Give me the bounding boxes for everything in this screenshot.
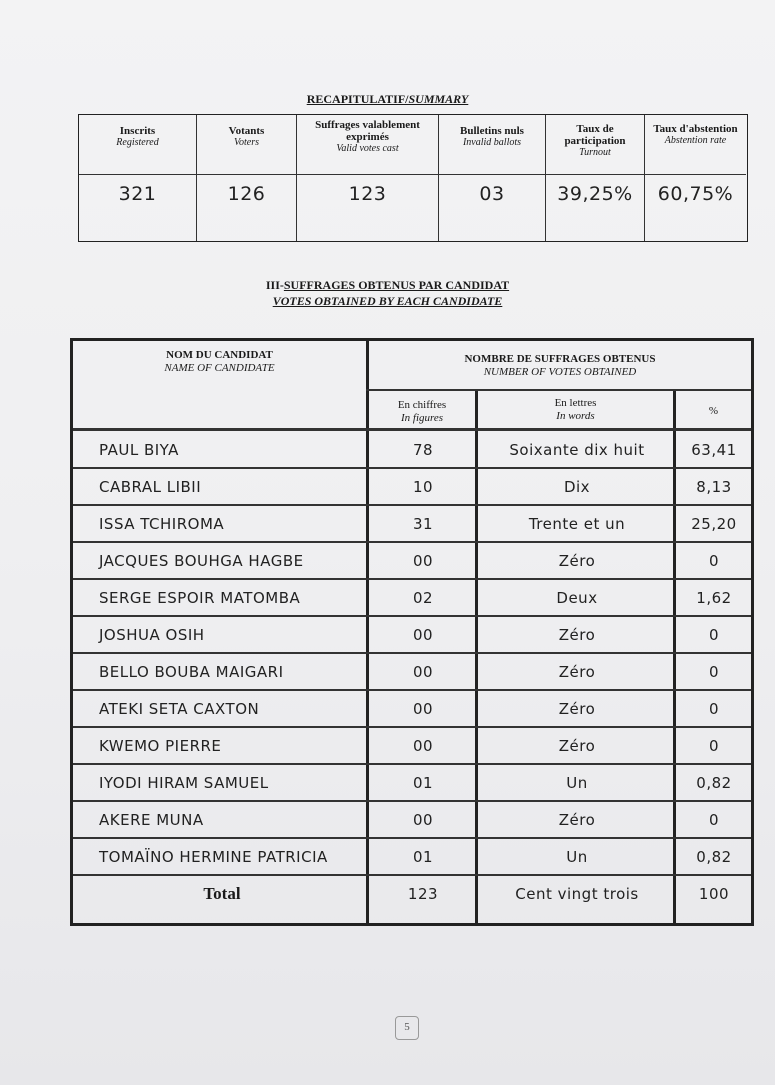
abstention-value: 60,75% [657, 183, 734, 205]
candidate-name: ATEKI SETA CAXTON [99, 699, 260, 718]
candidate-name: BELLO BOUBA MAIGARI [99, 662, 284, 681]
table-row [73, 468, 751, 505]
votes-in-figures: 02 [412, 588, 434, 607]
valid-votes-value: 123 [348, 183, 387, 205]
summary-title: RECAPITULATIF/SUMMARY [306, 92, 469, 106]
candidate-name: SERGE ESPOIR MATOMBA [99, 588, 301, 607]
summary-col-valid-votes: Suffrages valablement exprimés Valid votes cast 123 [297, 115, 439, 241]
summary-col-voters: Votants Voters 126 [197, 115, 297, 241]
table-row [73, 690, 751, 727]
candidate-name: AKERE MUNA [99, 810, 204, 829]
votes-in-figures: 78 [412, 440, 434, 459]
table-row [73, 505, 751, 542]
table-row [73, 616, 751, 653]
votes-percent: 0 [708, 736, 720, 755]
votes-percent: 0 [708, 625, 720, 644]
votes-percent: 1,62 [696, 588, 732, 607]
votes-percent: 8,13 [696, 477, 732, 496]
summary-col-invalid-ballots: Bulletins nuls Invalid ballots 03 [439, 115, 546, 241]
table-row [73, 838, 751, 875]
header-percent: % [708, 405, 719, 417]
votes-in-words: Zéro [558, 810, 596, 829]
candidate-name: KWEMO PIERRE [99, 736, 222, 755]
candidates-section-title: III-SUFFRAGES OBTENUS PAR CANDIDAT VOTES OBTAINED BY EACH CANDIDATE [265, 278, 510, 308]
table-row [73, 431, 751, 468]
total-label: Total [203, 883, 241, 903]
candidate-name: CABRAL LIBII [99, 477, 202, 496]
votes-in-figures: 00 [412, 551, 434, 570]
candidate-name: IYODI HIRAM SAMUEL [99, 773, 269, 792]
table-row [73, 542, 751, 579]
header-in-figures: En chiffres In figures [397, 399, 447, 424]
candidate-name: JACQUES BOUHGA HAGBE [99, 551, 304, 570]
votes-in-words: Zéro [558, 625, 596, 644]
votes-percent: 0 [708, 662, 720, 681]
table-row [73, 764, 751, 801]
votes-in-figures: 00 [412, 662, 434, 681]
invalid-ballots-value: 03 [479, 183, 505, 205]
votes-in-words: Zéro [558, 699, 596, 718]
votes-percent: 0 [708, 699, 720, 718]
votes-in-figures: 10 [412, 477, 434, 496]
page-number: 5 [395, 1016, 419, 1040]
header-in-words: En lettres In words [554, 397, 597, 422]
votes-percent: 0,82 [696, 847, 732, 866]
votes-in-words: Un [566, 773, 588, 792]
total-in-words: Cent vingt trois [515, 884, 639, 903]
table-row [73, 653, 751, 690]
votes-in-words: Zéro [558, 551, 596, 570]
votes-in-words: Un [566, 847, 588, 866]
total-percent: 100 [698, 884, 730, 903]
votes-percent: 0,82 [696, 773, 732, 792]
table-row [73, 579, 751, 616]
summary-col-registered: Inscrits Registered 321 [79, 115, 197, 241]
votes-in-words: Deux [556, 588, 598, 607]
votes-in-figures: 31 [412, 514, 434, 533]
votes-in-words: Zéro [558, 736, 596, 755]
votes-percent: 25,20 [691, 514, 737, 533]
votes-in-figures: 01 [412, 773, 434, 792]
votes-percent: 63,41 [691, 440, 737, 459]
table-row [73, 801, 751, 838]
total-row [73, 875, 751, 919]
votes-in-figures: 01 [412, 847, 434, 866]
candidates-table [70, 338, 754, 926]
votes-percent: 0 [708, 810, 720, 829]
candidate-name: TOMAÏNO HERMINE PATRICIA [99, 847, 328, 866]
header-candidate-name: NOM DU CANDIDAT NAME OF CANDIDATE [164, 349, 275, 374]
candidate-name: PAUL BIYA [99, 440, 179, 459]
votes-in-words: Soixante dix huit [509, 440, 645, 459]
voters-value: 126 [227, 183, 266, 205]
header-votes-obtained: NOMBRE DE SUFFRAGES OBTENUS NUMBER OF VOTES OBTAINED [464, 353, 656, 378]
candidate-name: ISSA TCHIROMA [99, 514, 225, 533]
votes-in-figures: 00 [412, 699, 434, 718]
candidate-name: JOSHUA OSIH [99, 625, 205, 644]
votes-in-figures: 00 [412, 625, 434, 644]
votes-in-figures: 00 [412, 810, 434, 829]
votes-in-figures: 00 [412, 736, 434, 755]
votes-in-words: Dix [563, 477, 591, 496]
summary-table [78, 114, 748, 242]
votes-in-words: Zéro [558, 662, 596, 681]
votes-in-words: Trente et un [528, 514, 626, 533]
table-row [73, 727, 751, 764]
registered-value: 321 [118, 183, 157, 205]
summary-col-turnout: Taux de participation Turnout 39,25% [546, 115, 645, 241]
summary-col-abstention: Taux d'abstention Abstention rate 60,75% [645, 115, 746, 241]
total-in-figures: 123 [407, 884, 439, 903]
turnout-value: 39,25% [557, 183, 633, 205]
votes-percent: 0 [708, 551, 720, 570]
